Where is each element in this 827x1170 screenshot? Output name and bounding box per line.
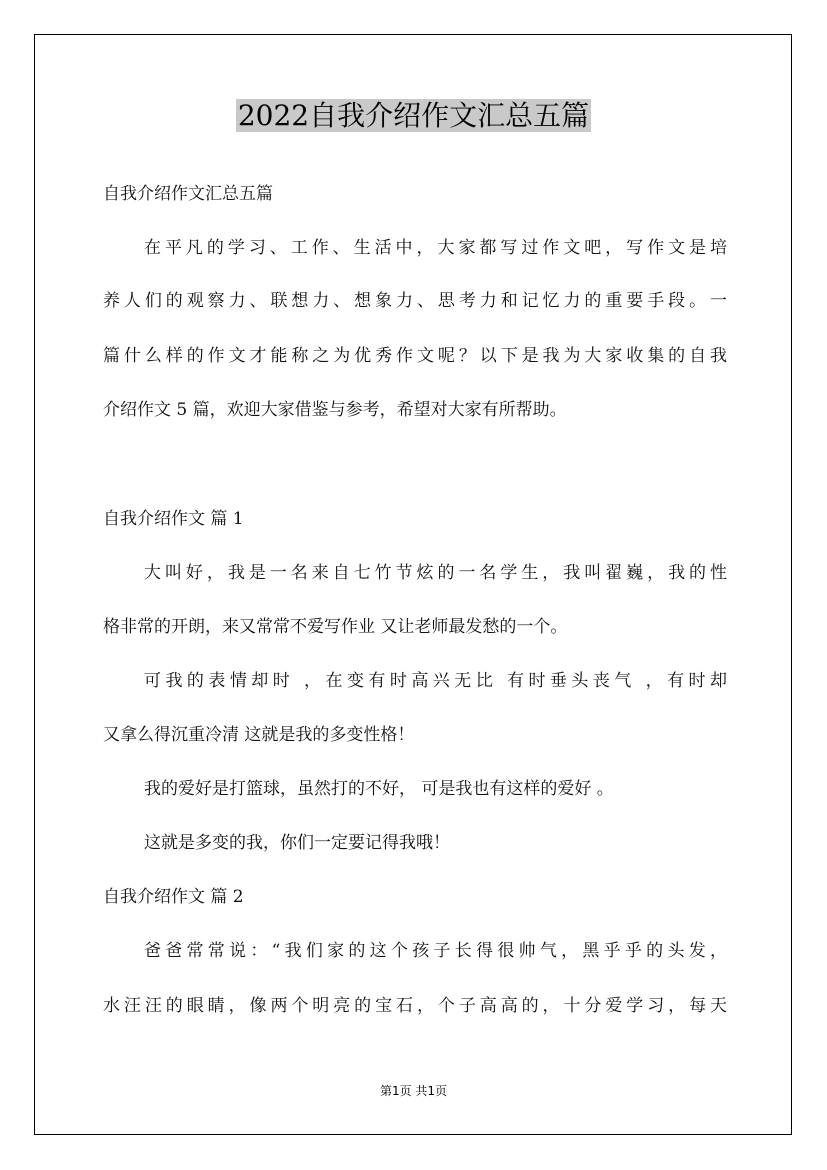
- essay1-paragraph-line: 这就是多变的我，你们一定要记得我哦！: [144, 833, 450, 853]
- section-heading-1: 自我介绍作文 篇 1: [103, 509, 244, 529]
- subtitle-line: 自我介绍作文汇总五篇: [103, 184, 273, 204]
- essay1-paragraph-line: 我的爱好是打篮球，虽然打的不好， 可是我也有这样的爱好 。: [144, 779, 614, 799]
- section-heading-2: 自我介绍作文 篇 2: [103, 887, 244, 907]
- essay2-paragraph-line: 水汪汪的眼睛，像两个明亮的宝石，个子高高的，十分爱学习，每天: [103, 996, 727, 1016]
- intro-paragraph-line: 介绍作文 5 篇，欢迎大家借鉴与参考，希望对大家有所帮助。: [103, 400, 567, 420]
- intro-paragraph-line: 养人们的观察力、联想力、想象力、思考力和记忆力的重要手段。一: [103, 291, 727, 311]
- intro-paragraph-line: 篇什么样的作文才能称之为优秀作文呢？以下是我为大家收集的自我: [103, 346, 727, 366]
- essay2-paragraph-line: 爸爸常常说：“我们家的这个孩子长得很帅气，黑乎乎的头发，: [144, 941, 727, 961]
- document-title: [0, 96, 827, 136]
- intro-paragraph-line: 在平凡的学习、工作、生活中，大家都写过作文吧，写作文是培: [144, 238, 727, 258]
- essay1-paragraph-line: 大叫好，我是一名来自七竹节炫的一名学生，我叫翟巍，我的性: [144, 563, 727, 583]
- essay1-paragraph-line: 格非常的开朗，来又常常不爱写作业 又让老师最发愁的一个。: [103, 617, 568, 637]
- document-title-text: 2022自我介绍作文汇总五篇: [237, 99, 590, 132]
- essay1-paragraph-line: 可我的表情却时 ，在变有时高兴无比 有时垂头丧气 ，有时却: [144, 671, 727, 691]
- essay1-paragraph-line: 又拿么得沉重冷清 这就是我的多变性格！: [103, 725, 415, 745]
- page-footer: 第1页 共1页: [379, 1084, 448, 1098]
